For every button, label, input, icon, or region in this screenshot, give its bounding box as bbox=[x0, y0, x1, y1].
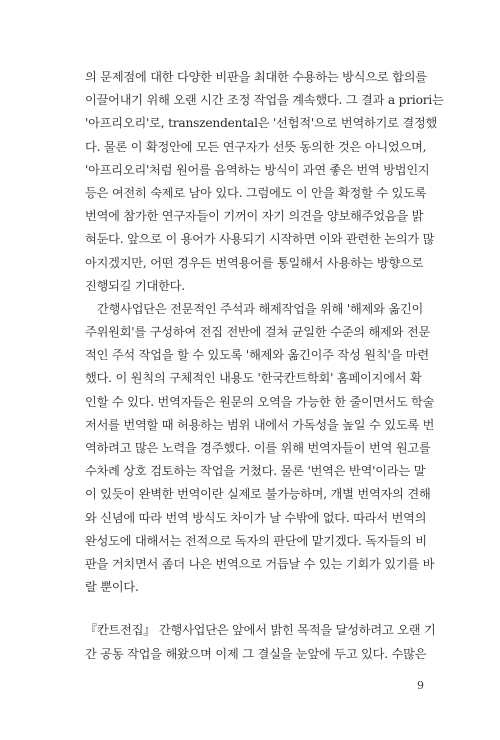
text-line: 랄 뿐이다. bbox=[85, 580, 139, 595]
text-line: 번역에 참가한 연구자들이 기꺼이 자기 의견을 양보해주었음을 밝 bbox=[85, 209, 424, 224]
text-line: 다. 물론 이 확정안에 모든 연구자가 선뜻 동의한 것은 아니었으며, bbox=[85, 139, 427, 154]
paragraph-spacer bbox=[85, 599, 430, 619]
text-line: '아프리오리'처럼 원어를 음역하는 방식이 과연 좋은 번역 방법인지 bbox=[85, 162, 430, 177]
text-line: 등은 여전히 숙제로 남아 있다. 그럼에도 이 안을 확정할 수 있도록 bbox=[85, 185, 427, 200]
text-line: 인할 수 있다. 번역자들은 원문의 오역을 가능한 한 줄이면서도 학술 bbox=[85, 394, 435, 409]
paragraph-2 bbox=[85, 298, 435, 599]
text-line: 의 문제점에 대한 다양한 비판을 최대한 수용하는 방식으로 합의를 bbox=[85, 70, 427, 84]
text-line: 역하려고 많은 노력을 경주했다. 이를 위해 번역자들이 번역 원고를 bbox=[85, 441, 431, 455]
text-line: 완성도에 대해서는 전적으로 독자의 판단에 맡기겠다. 독자들의 비 bbox=[85, 533, 427, 548]
text-line: 간행사업단은 전문적인 주석과 해제작업을 위해 '해제와 옮긴이 bbox=[97, 301, 424, 316]
paragraph-3 bbox=[85, 619, 436, 665]
text-line: 적인 주석 작업을 할 수 있도록 '해제와 옮긴이주 작성 원칙'을 마련 bbox=[85, 348, 429, 363]
text-line: 이 있듯이 완벽한 번역이란 실제로 불가능하며, 개별 번역자의 견해 bbox=[85, 487, 431, 502]
text-line: 혀둔다. 앞으로 이 용어가 사용되기 시작하면 이와 관련한 논의가 많 bbox=[85, 232, 435, 247]
text-line: 와 신념에 따라 번역 방식도 차이가 날 수밖에 없다. 따라서 번역의 bbox=[85, 510, 427, 525]
text-line: 저서를 번역할 때 허용하는 범위 내에서 가독성을 높일 수 있도록 번 bbox=[85, 417, 435, 432]
text-line: 『칸트전집』 간행사업단은 앞에서 밝힌 목적을 달성하려고 오랜 기 bbox=[85, 623, 436, 638]
text-line: 아지겠지만, 어떤 경우든 번역용어를 통일해서 사용하는 방향으로 bbox=[85, 255, 424, 270]
page-number: 9 bbox=[417, 679, 424, 692]
paragraph-1 bbox=[85, 66, 444, 298]
page-body bbox=[85, 66, 444, 666]
text-line: 간 공동 작업을 해왔으며 이제 그 결실을 눈앞에 두고 있다. 수많은 bbox=[85, 646, 427, 661]
text-line: 했다. 이 원칙의 구체적인 내용도 '한국칸트학회' 홈페이지에서 확 bbox=[85, 371, 422, 386]
text-line: '아프리오리'로, transzendental은 '선험적'으로 번역하기로 결정했 bbox=[85, 116, 438, 131]
text-line: 수차례 상호 검토하는 작업을 거쳤다. 물론 '번역은 반역'이라는 말 bbox=[85, 464, 426, 479]
text-line: 이끌어내기 위해 오랜 시간 조정 작업을 계속했다. 그 결과 a priori는 bbox=[85, 93, 444, 108]
text-line: 주위원회'를 구성하여 전집 전반에 걸쳐 균일한 수준의 해제와 전문 bbox=[85, 325, 431, 340]
text-line: 판을 거치면서 좀더 나은 번역으로 거듭날 수 있는 기회가 있기를 바 bbox=[85, 556, 435, 571]
text-line: 진행되길 기대한다. bbox=[85, 278, 185, 293]
